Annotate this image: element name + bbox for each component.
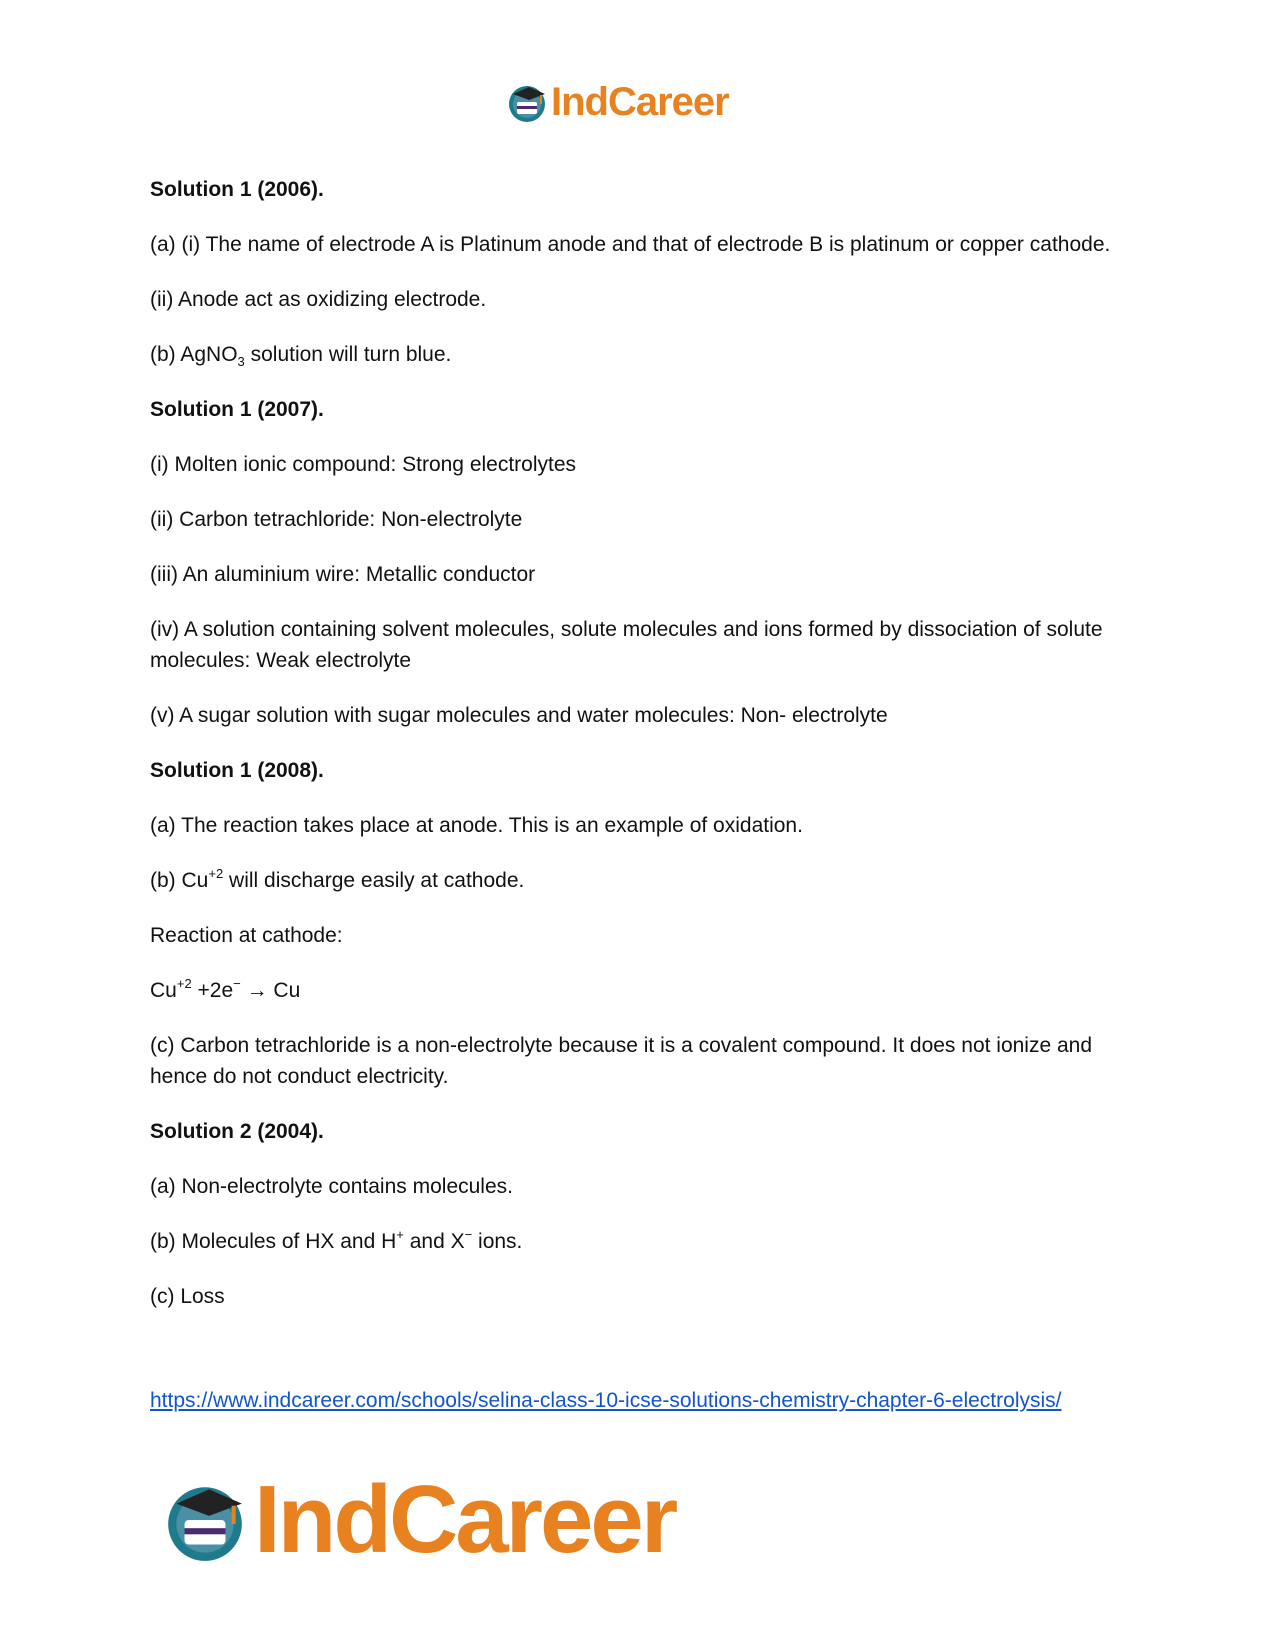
answer-paragraph — [150, 865, 1130, 896]
answer-paragraph: (c) Loss — [150, 1285, 225, 1308]
text-run: +2e — [191, 979, 234, 1002]
footer-link[interactable]: https://www.indcareer.com/schools/selina-class-10-icse-solutions-chemistry-chapter-6-electrolysis/ — [150, 1389, 1062, 1412]
answer-paragraph: (a) The reaction takes place at anode. This is an example of oxidation. — [150, 814, 803, 837]
logo-wordmark: IndCareer — [254, 1466, 676, 1573]
text-run: → Cu — [240, 979, 301, 1002]
text-run: (b) Cu — [150, 869, 209, 892]
subscript: 3 — [237, 354, 245, 369]
answer-paragraph: (v) A sugar solution with sugar molecules and water molecules: Non- electrolyte — [150, 704, 888, 727]
answer-paragraph: (iii) An aluminium wire: Metallic conductor — [150, 563, 536, 586]
text-run: solution will turn blue. — [244, 343, 452, 366]
answer-paragraph: (iv) A solution containing solvent molecules, solute molecules and ions formed by dissociation of solute molecules: Weak electrolyte — [150, 618, 1103, 672]
answer-paragraph: (ii) Anode act as oxidizing electrode. — [150, 288, 487, 311]
text-run: (b) AgNO — [150, 343, 238, 366]
answer-paragraph — [150, 339, 1130, 370]
text-run: ions. — [472, 1230, 523, 1253]
section-heading: Solution 1 (2007). — [150, 398, 324, 421]
text-run: (b) Molecules of HX and H — [150, 1230, 397, 1253]
answer-paragraph: (a) (i) The name of electrode A is Platinum anode and that of electrode B is platinum or copper cathode. — [150, 233, 1111, 256]
superscript: +2 — [176, 976, 192, 991]
text-run: and X — [403, 1230, 465, 1253]
document-body — [150, 174, 1130, 1336]
superscript: − — [233, 976, 241, 991]
superscript: − — [464, 1227, 473, 1242]
superscript: +2 — [208, 866, 224, 881]
globe-graduation-cap-icon — [160, 1475, 250, 1565]
text-run: will discharge easily at cathode. — [223, 869, 525, 892]
section-heading: Solution 1 (2006). — [150, 178, 324, 201]
answer-paragraph — [150, 1226, 1130, 1257]
reaction-label: Reaction at cathode: — [150, 924, 343, 947]
logo-wordmark: IndCareer — [551, 80, 729, 124]
globe-graduation-cap-icon — [505, 80, 549, 124]
answer-paragraph: (c) Carbon tetrachloride is a non-electrolyte because it is a covalent compound. It does not ionize and hence do not conduct electricity. — [150, 1034, 1093, 1088]
superscript: + — [396, 1227, 404, 1242]
answer-paragraph: (i) Molten ionic compound: Strong electrolytes — [150, 453, 577, 476]
section-heading: Solution 2 (2004). — [150, 1120, 324, 1143]
chemical-equation — [150, 975, 1130, 1006]
indcareer-logo-bottom — [160, 1466, 676, 1573]
indcareer-logo-top — [505, 80, 729, 124]
answer-paragraph: (ii) Carbon tetrachloride: Non-electrolyte — [150, 508, 523, 531]
text-run: Cu — [150, 979, 177, 1002]
answer-paragraph: (a) Non-electrolyte contains molecules. — [150, 1175, 513, 1198]
section-heading: Solution 1 (2008). — [150, 759, 324, 782]
